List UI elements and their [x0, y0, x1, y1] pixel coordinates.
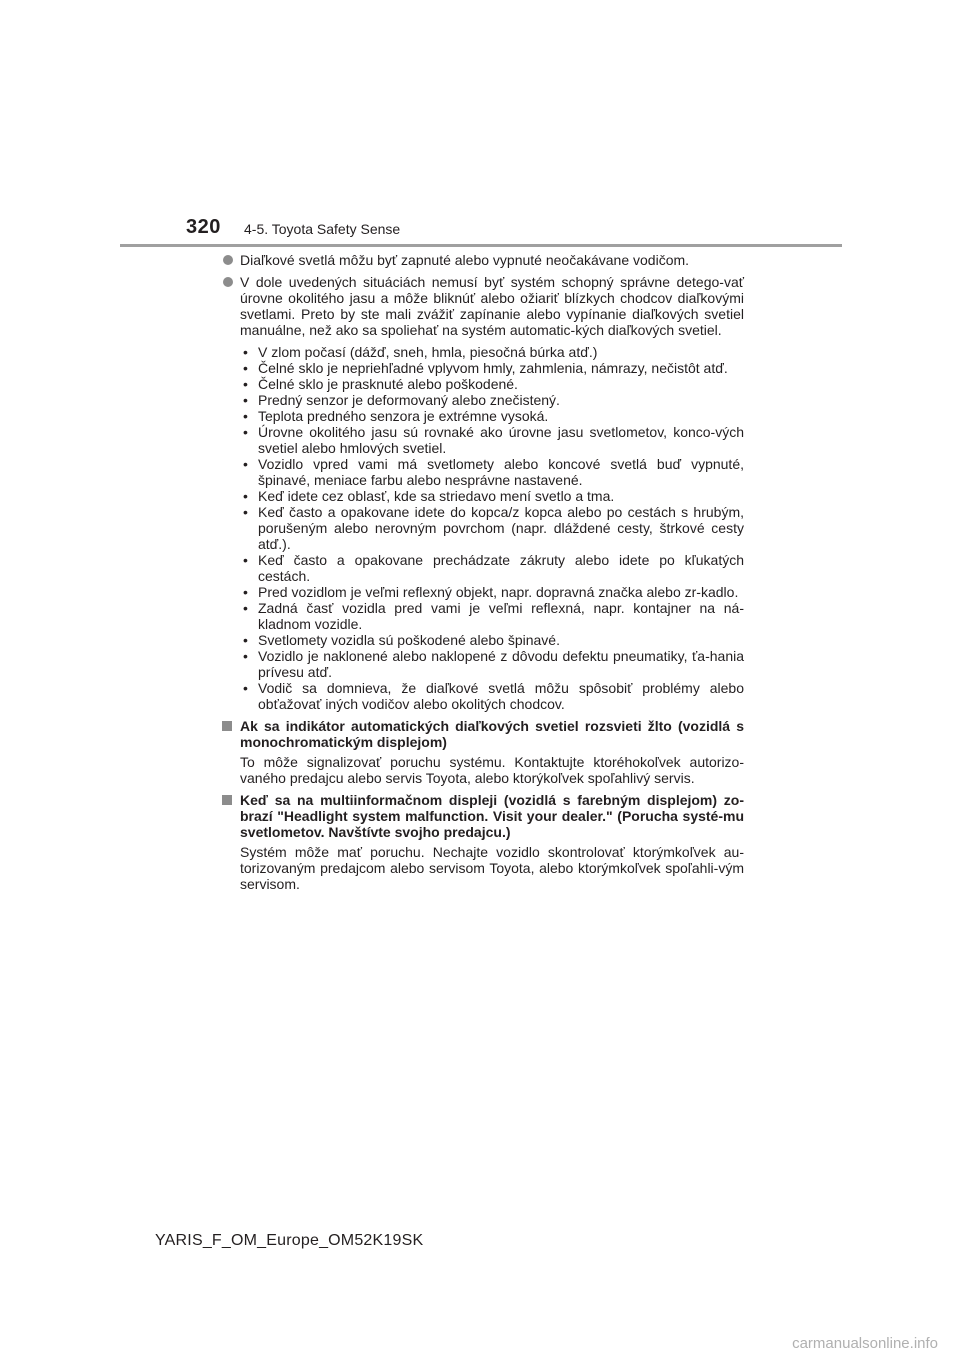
small-bullet-icon: • — [243, 360, 248, 376]
small-bullet-icon: • — [243, 504, 248, 520]
small-bullet-icon: • — [243, 408, 248, 424]
list-item: • Čelné sklo je prasknuté alebo poškodené. — [243, 376, 518, 392]
page-header — [0, 0, 960, 250]
list-item: • Úrovne okolitého jasu sú rovnaké ako úrovne jasu svetlometov, konco-vých svetiel alebo hmlových svetiel. — [243, 424, 744, 456]
watermark: carmanualsonline.info — [792, 1335, 938, 1352]
list-item: • Zadná časť vozidla pred vami je veľmi reflexná, napr. kontajner na ná-kladnom vozidle. — [243, 600, 744, 632]
bullet-item — [222, 274, 744, 338]
header-divider — [120, 244, 842, 247]
small-bullet-icon: • — [243, 456, 248, 472]
list-item: • Predný senzor je deformovaný alebo znečistený. — [243, 392, 560, 408]
square-bullet-icon — [222, 795, 232, 805]
section-paragraph: To môže signalizovať poruchu systému. Kontaktujte ktoréhokoľvek autorizo-vaného predajcu alebo servis Toyota, alebo ktorýkoľvek spoľahlivý servis. — [240, 754, 744, 786]
small-bullet-icon: • — [243, 648, 248, 664]
list-item: • Vodič sa domnieva, že diaľkové svetlá môžu spôsobiť problémy alebo obťažovať iných vodičov alebo okolitých chodcov. — [243, 680, 744, 712]
small-bullet-icon: • — [243, 584, 248, 600]
list-item: • V zlom počasí (dážď, sneh, hmla, piesočná búrka atď.) — [243, 344, 598, 360]
small-bullet-icon: • — [243, 600, 248, 616]
section-paragraph: Systém môže mať poruchu. Nechajte vozidlo skontrolovať ktorýmkoľvek au-torizovaným predajcom alebo servisom Toyota, alebo ktorýmkoľvek spoľahli-vým servisom. — [240, 844, 744, 892]
list-item: • Keď idete cez oblasť, kde sa striedavo mení svetlo a tma. — [243, 488, 615, 504]
round-bullet-icon — [223, 277, 233, 287]
small-bullet-icon: • — [243, 376, 248, 392]
bullet-text: Diaľkové svetlá môžu byť zapnuté alebo vypnuté neočakávane vodičom. — [240, 252, 690, 268]
round-bullet-icon — [223, 255, 233, 265]
small-bullet-icon: • — [243, 488, 248, 504]
list-item: • Pred vozidlom je veľmi reflexný objekt, napr. dopravná značka alebo zr-kadlo. — [243, 584, 739, 600]
list-item: • Svetlomety vozidla sú poškodené alebo špinavé. — [243, 632, 560, 648]
section-heading: Ak sa indikátor automatických diaľkových svetiel rozsvieti žlto (vozidlá s monochromatickým displejom) — [222, 718, 744, 750]
page-content — [222, 252, 744, 898]
bullet-text: V dole uvedených situáciách nemusí byť systém schopný správne detego-vať úrovne okolitého jasu a môže bliknúť alebo ožiariť blízkych chodcov diaľkovými svetlami. Preto by ste mali zvážiť zapínanie alebo vypínanie diaľkových svetiel manuálne, než ako sa spoliehať na systém automatic-kých diaľkových svetiel. — [240, 274, 744, 338]
small-bullet-icon: • — [243, 680, 248, 696]
square-bullet-icon — [222, 721, 232, 731]
small-bullet-icon: • — [243, 344, 248, 360]
list-item: • Čelné sklo je nepriehľadné vplyvom hmly, zahmlenia, námrazy, nečistôt atď. — [243, 360, 728, 376]
small-bullet-icon: • — [243, 424, 248, 440]
document-footer: YARIS_F_OM_Europe_OM52K19SK — [155, 1232, 424, 1249]
list-item: • Keď často a opakovane prechádzate zákruty alebo idete po kľukatých cestách. — [243, 552, 744, 584]
page-number: 320 — [186, 216, 221, 238]
situation-list — [222, 344, 744, 712]
small-bullet-icon: • — [243, 392, 248, 408]
section-title: 4-5. Toyota Safety Sense — [244, 221, 401, 237]
list-item: • Vozidlo vpred vami má svetlomety alebo koncové svetlá buď vypnuté, špinavé, meniace farbu alebo nesprávne nastavené. — [243, 456, 744, 488]
list-item: • Teplota predného senzora je extrémne vysoká. — [243, 408, 549, 424]
list-item: • Vozidlo je naklonené alebo naklopené z dôvodu defektu pneumatiky, ťa-hania prívesu atď. — [243, 648, 744, 680]
list-item: • Keď často a opakovane idete do kopca/z kopca alebo po cestách s hrubým, porušeným alebo nerovným povrchom (napr. dláždené cesty, štrkové cesty atď.). — [243, 504, 744, 552]
bullet-item — [222, 252, 744, 268]
small-bullet-icon: • — [243, 552, 248, 568]
section-heading: Keď sa na multiinformačnom displeji (vozidlá s farebným displejom) zo-brazí "Headlight system malfunction. Visit your dealer." (Porucha systé-mu svetlometov. Navštívte svojho predajcu.) — [222, 792, 744, 840]
small-bullet-icon: • — [243, 632, 248, 648]
